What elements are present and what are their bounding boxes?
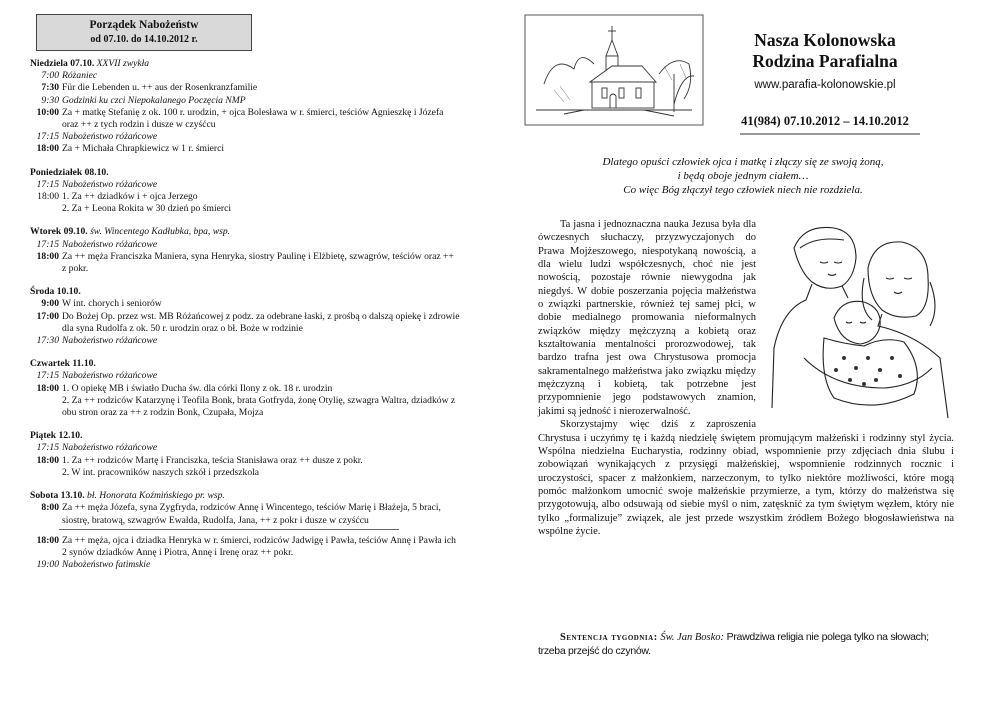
schedule-entry: [30, 239, 460, 251]
schedule-day: [30, 226, 460, 275]
day-heading: [30, 430, 460, 442]
entry-text: Nabożeństwo różańcowe: [62, 131, 158, 143]
entry-time: 17:30: [36, 335, 59, 347]
schedule-entry: [30, 298, 460, 310]
entry-text: Nabożeństwo fatimskie: [62, 559, 151, 571]
entry-text: Nabożeństwo różańcowe: [62, 238, 158, 250]
entry-time: [30, 395, 62, 419]
issue-divider: [740, 133, 920, 135]
entry-text: 1. Za ++ rodziców Martę i Franciszka, teścia Stanisława oraz ++ dusze z pokr.: [62, 454, 363, 466]
day-name: Czwartek 11.10.: [30, 358, 96, 370]
entry-text: Do Bożej Op. przez wst. MB Różańcowej z podz. za odebrane łaski, z prośbą o dalszą opiekę i zdrowie dla syna Rudolfa z ok. 50 r. urodzin oraz o bł. Boże w rodzinie: [62, 310, 460, 334]
entry-text: W int. chorych i seniorów: [62, 298, 162, 310]
entry-text: 1. Za ++ dziadków i + ojca Jerzego: [62, 191, 198, 203]
schedule-entry: [30, 335, 460, 347]
entry-time: [30, 467, 62, 479]
issue-number: 41(984) 07.10.2012 – 14.10.2012: [741, 114, 909, 128]
schedule-entry: [30, 179, 460, 191]
title-line-1: Nasza Kolonowska: [754, 30, 896, 50]
entry-time: 9:30: [41, 94, 59, 106]
entry-text: Nabożeństwo różańcowe: [62, 442, 158, 454]
schedule-entry: [30, 203, 460, 215]
entry-text: Nabożeństwo różańcowe: [62, 178, 158, 190]
day-name: Sobota 13.10.: [30, 490, 85, 502]
entry-time: 17:00: [36, 310, 59, 322]
day-heading: [30, 58, 460, 70]
article-paragraph-2: Skorzystajmy więc dziś z zaproszenia Chrystusa i uczyńmy tę i każdą niedzielę świętem promującym małżeński i rodzinny styl życia. Wspólna niedzielna Eucharystia, rodzinny obiad, wspomnienie przy zdjęciach dnia ślubu i zobowiązań wynikających z przysięgi małżeńskiej, wspomnienie rodzinnych rocznic i uroczystości, spacer z małżonkiem, narzeczonym, to tylko niektóre możliwości, które mogą pomóc małżonkom umocnić swoje małżeńskie przymierze, a tym, którzy do małżeństwa się przygotowują, albo odsuwają od siebie myśl o nim, zatęsknić za tym świętym węzłem, który nie tylko „formalizuje” związek, ale jest przede wszystkim źródłem Bożego błogosławieństwa na wspólne życie.: [538, 419, 954, 537]
entry-time: 18:00: [36, 250, 59, 262]
schedule-dates: od 07.10. do 14.10.2012 r.: [90, 34, 198, 45]
family-illustration: [764, 218, 954, 423]
entry-time: 9:00: [41, 298, 59, 310]
schedule-entry: [30, 131, 460, 143]
day-name: Poniedziałek 08.10.: [30, 166, 109, 178]
schedule-entry: [30, 502, 460, 526]
sentencja-text: Prawdziwa religia nie polega tylko na słowach; trzeba przejść do czynów.: [538, 631, 929, 657]
schedule-day: [30, 167, 460, 216]
entry-time: [30, 203, 62, 215]
entry-text: Za ++ męża Józefa, syna Zygfryda, rodziców Annę i Wincentego, teściów Marię i Błażeja, 5 braci, siostrę, bratową, szwagrów Ewalda, Rudolfa, Jana, ++ z pokr i dusze w czyśćcu: [62, 502, 441, 526]
sentencja-label: Sentencja tygodnia:: [560, 632, 658, 643]
schedule-days: [30, 58, 460, 571]
entry-time: 19:00: [36, 559, 59, 571]
sentencja-author: Św. Jan Bosko:: [660, 632, 724, 643]
schedule-entry: [30, 455, 460, 467]
quote-line-2: i będą oboje jednym ciałem…: [677, 170, 809, 182]
quote-line-3: Co więc Bóg złączył tego człowiek niech nie rozdziela.: [623, 184, 863, 196]
day-heading: [30, 286, 460, 298]
entry-text: Za + Michała Chrapkiewicz w 1 r. śmierci: [62, 143, 225, 155]
entry-time: 17:15: [36, 370, 59, 382]
website-url: www.parafia-kolonowskie.pl: [754, 79, 896, 91]
schedule-entry: [30, 70, 460, 82]
entry-time: 17:15: [36, 238, 59, 250]
entry-text: Nabożeństwo różańcowe: [62, 335, 158, 347]
schedule-divider: [59, 529, 399, 530]
entry-text: 2. Za ++ rodziców Katarzynę i Teofila Bonk, brata Gotfryda, żonę Otylię, szwagra Waltra, dziadków z obu stron oraz za ++ z rodzin Bonk, Czupała, Mojza: [62, 394, 456, 419]
schedule-entry: [30, 370, 460, 382]
day-name: Środa 10.10.: [30, 286, 81, 298]
entry-time: 7:00: [41, 70, 59, 82]
entry-text: Godzinki ku czci Niepokalanego Poczęcia NMP: [62, 94, 246, 106]
gospel-quote: [548, 155, 938, 197]
entry-time: 18:00: [36, 143, 59, 155]
entry-time: 18:00: [36, 382, 59, 394]
day-name: Piątek 12.10.: [30, 430, 83, 442]
day-heading: [30, 167, 460, 179]
entry-text: Różaniec: [62, 70, 98, 82]
sentence-of-the-week: [538, 631, 954, 658]
church-illustration: [524, 14, 704, 126]
schedule-entry: [30, 535, 460, 559]
schedule-entry: [30, 467, 460, 479]
entry-text: Za + matkę Stefanię z ok. 100 r. urodzin, + ojca Bolesława w r. śmierci, teściów Agnieszkę i Józefa oraz ++ z tych rodzin i dusze w czyśćcu: [62, 106, 444, 131]
entry-text: 2. W int. pracowników naszych szkół i przedszkola: [62, 466, 260, 478]
entry-time: 7:30: [41, 82, 59, 94]
schedule-day: [30, 535, 460, 572]
newsletter-title: [715, 30, 935, 72]
day-heading: [30, 226, 460, 238]
schedule-entry: [30, 143, 460, 155]
entry-text: Za ++ męża Franciszka Maniera, syna Henryka, siostry Paulinę i Elżbietę, szwagrów, teściów oraz ++ z pokr.: [62, 250, 454, 275]
day-name: Niedziela 07.10.: [30, 58, 95, 69]
day-heading: [30, 358, 460, 370]
schedule-day: [30, 430, 460, 479]
day-heading: [30, 490, 460, 502]
mass-schedule: [30, 14, 460, 582]
schedule-entry: [30, 395, 460, 419]
entry-time: 17:15: [36, 178, 59, 190]
schedule-day: [30, 58, 460, 156]
article-paragraph-1: Ta jasna i jednoznaczna nauka Jezusa była dla ówczesnych słuchaczy, przyzwyczajonych do Prawa Mojżeszowego, niespotykaną nowością, a dla wielu ludzi współczesnych, choć nie jest nowością, pozostaje równie niewygodna jak niegdyś. W dobie poszerzania pojęcia małżeństwa o związki partnerskie, również tej samej płci, w dobie medialnego promowania nieformalnych związków między mężczyzną a kobietą oraz kształtowania mentalności prorozwodowej, tak bardzo trafna jest owa Chrystusowa promocja sakramentalnego małżeństwa jako związku między mężczyzną i kobietą, tak potrzebne jest przypomnienie jego podstawowych znamion, jakimi są jedność i nierozerwalność.: [538, 219, 756, 417]
schedule-entry: [30, 311, 460, 335]
day-subtitle: bł. Honorata Koźmińskiego pr. wsp.: [87, 490, 225, 502]
day-subtitle: św. Wincentego Kadłubka, bpa, wsp.: [90, 226, 231, 238]
schedule-day: [30, 358, 460, 419]
entry-text: Für die Lebenden u. ++ aus der Rosenkranzfamilie: [62, 82, 258, 94]
schedule-entry: [30, 95, 460, 107]
schedule-entry: [30, 82, 460, 94]
entry-text: 1. O opiekę MB i światło Ducha św. dla córki Ilony z ok. 18 r. urodzin: [62, 382, 333, 394]
entry-time: 10:00: [36, 106, 59, 118]
quote-line-1: Dlatego opuści człowiek ojca i matkę i złączy się ze swoją żoną,: [602, 156, 884, 168]
schedule-entry: [30, 107, 460, 131]
entry-text: Za ++ męża, ojca i dziadka Henryka w r. śmierci, rodziców Jadwigę i Pawła, teściów Annę i Pawła ich 2 synów dziadków Annę i Piotra, Annę i Irenę oraz ++ pokr.: [62, 534, 456, 558]
article: [538, 218, 954, 538]
entry-time: 17:15: [36, 131, 59, 143]
schedule-day: [30, 286, 460, 347]
title-line-2: Rodzina Parafialna: [752, 51, 898, 71]
entry-time: 17:15: [36, 442, 59, 454]
schedule-entry: [30, 251, 460, 275]
schedule-entry: [30, 559, 460, 571]
schedule-day: [30, 490, 460, 530]
entry-time: 18:00: [36, 454, 59, 466]
day-name: Wtorek 09.10.: [30, 226, 88, 238]
entry-time: 18:00: [37, 191, 59, 203]
schedule-title: Porządek Nabożeństw: [89, 19, 199, 31]
schedule-entry: [30, 442, 460, 454]
day-subtitle: XXVII zwykła: [96, 58, 150, 69]
schedule-entry: [30, 383, 460, 395]
entry-text: 2. Za + Leona Rokita w 30 dzień po śmierci: [62, 203, 231, 215]
schedule-entry: [30, 191, 460, 203]
entry-time: 8:00: [41, 502, 59, 514]
entry-text: Nabożeństwo różańcowe: [62, 370, 158, 382]
entry-time: 18:00: [36, 534, 59, 546]
schedule-header-box: [36, 14, 252, 51]
